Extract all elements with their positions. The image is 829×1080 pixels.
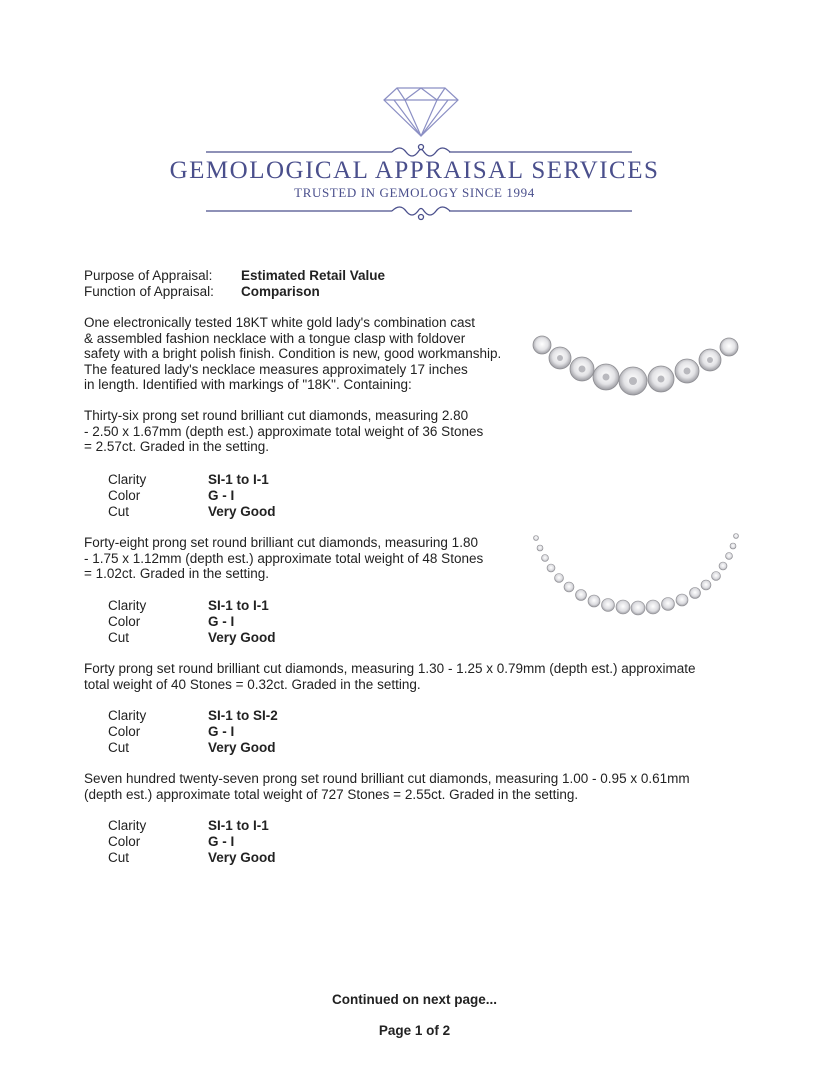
- clarity-value: SI-1 to SI-2: [208, 708, 278, 723]
- description-line: & assembled fashion necklace with a tongue clasp with foldover: [84, 330, 466, 346]
- color-label: Color: [108, 614, 141, 629]
- stone-line: - 1.75 x 1.12mm (depth est.) approximate total weight of 48 Stones: [84, 550, 484, 566]
- company-name: GEMOLOGICAL APPRAISAL SERVICES: [169, 157, 660, 184]
- clarity-value: SI-1 to I-1: [208, 598, 269, 613]
- stone-line: (depth est.) approximate total weight of 727 Stones = 2.55ct. Graded in the setting.: [84, 786, 579, 802]
- stone-line: Thirty-six prong set round brilliant cut diamonds, measuring 2.80: [84, 408, 469, 423]
- purpose-label: Purpose of Appraisal:: [84, 268, 213, 283]
- cut-value: Very Good: [208, 630, 276, 645]
- necklace-closeup-photo: [530, 325, 740, 415]
- color-value: G - I: [208, 488, 235, 503]
- cut-label: Cut: [108, 740, 130, 755]
- description-line: The featured lady's necklace measures approximately 17 inches: [84, 361, 468, 377]
- stone-description: [84, 661, 696, 692]
- cut-label: Cut: [108, 850, 130, 865]
- stone-line: - 2.50 x 1.67mm (depth est.) approximate total weight of 36 Stones: [84, 423, 484, 439]
- stone-description: [84, 535, 483, 582]
- cut-label: Cut: [108, 504, 130, 519]
- description-line: One electronically tested 18KT white gold lady's combination cast: [84, 315, 476, 330]
- clarity-value: SI-1 to I-1: [208, 472, 269, 487]
- cut-value: Very Good: [208, 850, 276, 865]
- description-line: safety with a bright polish finish. Condition is new, good workmanship.: [84, 346, 502, 362]
- cut-label: Cut: [108, 630, 130, 645]
- cut-value: Very Good: [208, 504, 276, 519]
- company-logo: [0, 0, 829, 230]
- continued-note: Continued on next page...: [332, 992, 497, 1007]
- function-value: Comparison: [241, 284, 320, 299]
- color-label: Color: [108, 488, 141, 503]
- item-description: [84, 315, 501, 393]
- stone-line: = 1.02ct. Graded in the setting.: [84, 566, 269, 582]
- color-value: G - I: [208, 724, 235, 739]
- color-label: Color: [108, 724, 141, 739]
- clarity-label: Clarity: [108, 708, 147, 723]
- stone-line: Forty prong set round brilliant cut diamonds, measuring 1.30 - 1.25 x 0.79mm (depth est.) approximate: [84, 661, 696, 676]
- clarity-value: SI-1 to I-1: [208, 818, 269, 833]
- stone-line: Forty-eight prong set round brilliant cut diamonds, measuring 1.80: [84, 535, 478, 550]
- clarity-label: Clarity: [108, 472, 147, 487]
- color-label: Color: [108, 834, 141, 849]
- purpose-value: Estimated Retail Value: [241, 268, 386, 283]
- necklace-full-photo: [528, 520, 743, 625]
- color-value: G - I: [208, 834, 235, 849]
- clarity-label: Clarity: [108, 818, 147, 833]
- page-number: Page 1 of 2: [378, 1023, 451, 1038]
- description-line: in length. Identified with markings of "18K". Containing:: [84, 377, 412, 393]
- stone-line: = 2.57ct. Graded in the setting.: [84, 439, 269, 455]
- company-tagline: TRUSTED IN GEMOLOGY SINCE 1994: [294, 185, 535, 200]
- stone-line: Seven hundred twenty-seven prong set round brilliant cut diamonds, measuring 1.00 - 0.95 x 0.61mm: [84, 771, 690, 786]
- function-label: Function of Appraisal:: [84, 284, 214, 299]
- color-value: G - I: [208, 614, 235, 629]
- cut-value: Very Good: [208, 740, 276, 755]
- stone-line: total weight of 40 Stones = 0.32ct. Graded in the setting.: [84, 676, 421, 692]
- stone-description: [84, 771, 690, 802]
- stone-description: [84, 408, 483, 455]
- clarity-label: Clarity: [108, 598, 147, 613]
